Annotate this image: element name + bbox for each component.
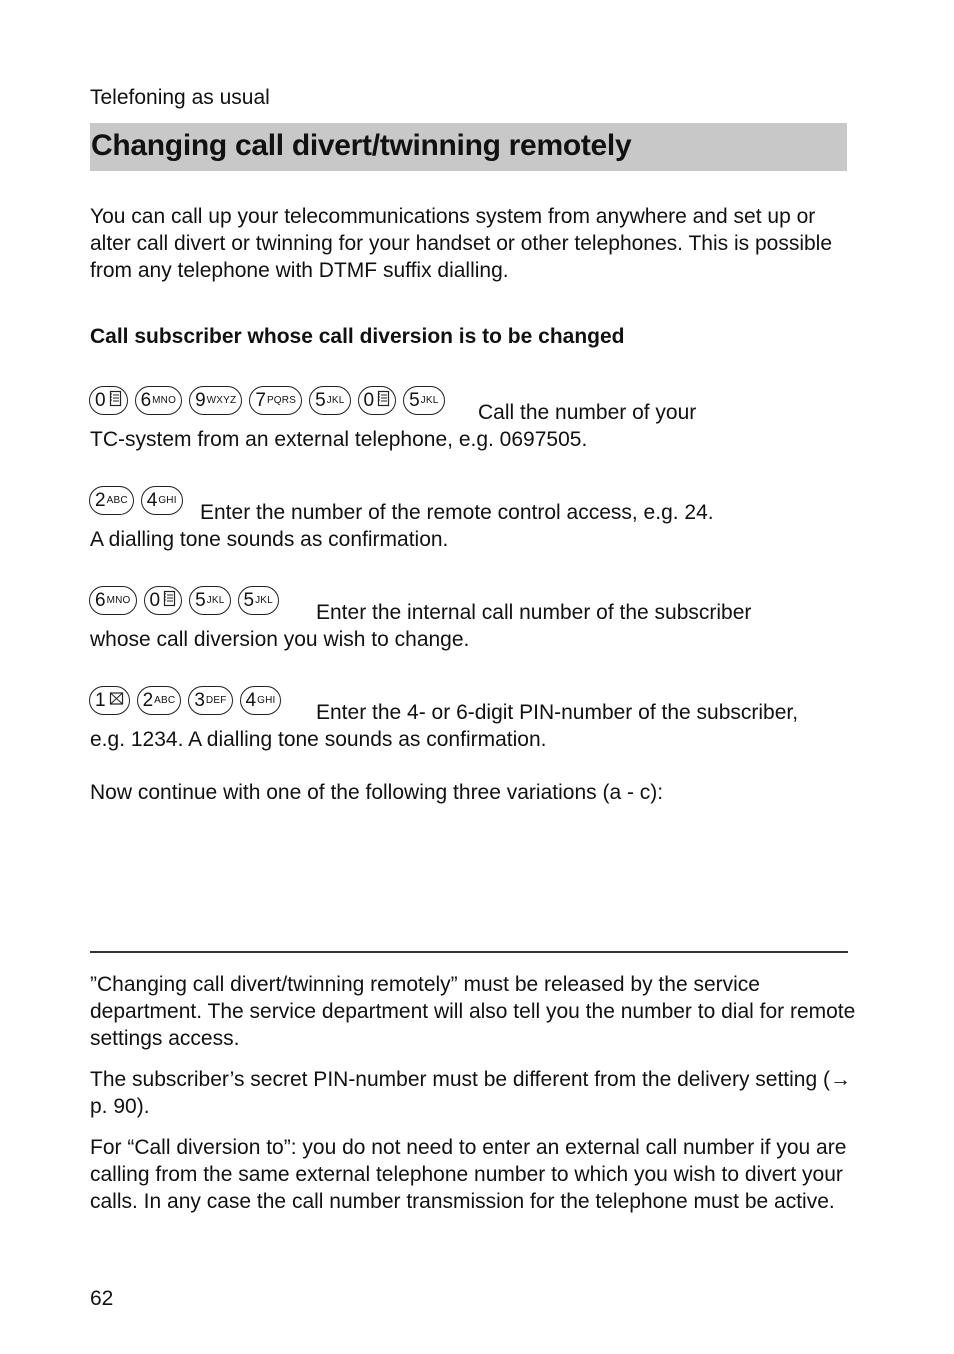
page-title: Changing call divert/twinning remotely	[91, 129, 632, 162]
key-digit: 5	[195, 590, 206, 611]
key-digit: 5	[315, 390, 326, 411]
key-digit: 0	[149, 590, 161, 611]
step-1-text: Call the number of your	[478, 401, 697, 424]
page-number: 62	[90, 1287, 114, 1310]
key-digit: 6	[95, 590, 106, 611]
key-letters: ABC	[154, 695, 176, 706]
step-4-text-cont: e.g. 1234. A dialling tone sounds as confirmation.	[90, 728, 547, 751]
key-digit: 1	[95, 690, 106, 711]
key-4	[240, 686, 282, 715]
key-digit: 0	[95, 390, 106, 411]
key-digit: 5	[409, 390, 420, 411]
step-4-text: Enter the 4- or 6-digit PIN-number of the subscriber,	[316, 701, 799, 724]
key-9	[189, 386, 242, 415]
key-6	[89, 586, 137, 615]
key-digit: 9	[195, 390, 206, 411]
title-bar	[90, 123, 847, 171]
step-1-text-cont: TC-system from an external telephone, e.g. 0697505.	[90, 428, 588, 451]
step-3-text: Enter the internal call number of the subscriber	[316, 601, 752, 624]
keypad-sequence-1	[89, 386, 445, 415]
key-letters: JKL	[206, 595, 225, 606]
note-2: The subscriber’s secret PIN-number must be different from the delivery setting (→ p. 90).	[90, 1068, 851, 1118]
section-label: Telefoning as usual	[90, 86, 270, 109]
key-1	[89, 686, 130, 715]
envelope-icon	[109, 691, 124, 711]
key-2	[137, 686, 182, 715]
continue-text: Now continue with one of the following three variations (a - c):	[90, 781, 664, 804]
keypad-sequence-4	[89, 686, 281, 715]
key-letters: MNO	[152, 395, 177, 406]
key-5	[189, 586, 230, 615]
phonebook-icon	[163, 590, 176, 612]
key-6	[135, 386, 183, 415]
subheading: Call subscriber whose call diversion is to be changed	[90, 325, 625, 348]
key-digit: 0	[363, 390, 375, 411]
key-digit: 7	[255, 390, 266, 411]
key-digit: 2	[142, 690, 154, 711]
key-2	[89, 486, 134, 515]
key-letters: MNO	[106, 595, 131, 606]
key-letters: ABC	[106, 495, 128, 506]
keypad-sequence-3	[89, 586, 279, 615]
key-letters: PQRS	[266, 395, 297, 406]
divider	[90, 951, 848, 953]
note-1: ”Changing call divert/twinning remotely” must be released by the service department. The service department will also tell you the number to dial for remote settings access.	[90, 973, 856, 1050]
note-3: For “Call diversion to”: you do not need to enter an external call number if you are calling from the same external telephone number to which you wish to divert your calls. In any case the call number transmission for the telephone must be active.	[90, 1136, 847, 1213]
key-0	[144, 586, 183, 615]
step-2-text: Enter the number of the remote control access, e.g. 24.	[200, 501, 714, 524]
key-5	[309, 386, 350, 415]
key-7	[249, 386, 302, 415]
key-digit: 3	[194, 690, 205, 711]
key-0	[358, 386, 397, 415]
key-0	[89, 386, 128, 415]
key-5	[238, 586, 279, 615]
phonebook-icon	[109, 390, 122, 412]
key-digit: 5	[243, 590, 255, 611]
key-letters: JKL	[326, 395, 345, 406]
key-digit: 4	[245, 690, 257, 711]
key-letters: DEF	[205, 695, 227, 706]
key-letters: JKL	[420, 395, 439, 406]
key-letters: GHI	[158, 495, 177, 506]
phonebook-icon	[377, 390, 390, 412]
keypad-sequence-2	[89, 486, 183, 515]
key-4	[141, 486, 183, 515]
key-5	[403, 386, 444, 415]
key-letters: GHI	[257, 695, 276, 706]
intro-paragraph: You can call up your telecommunications system from anywhere and set up or alter call divert or twinning for your handset or other telephones. This is possible from any telephone with DTMF suffix dialling.	[90, 205, 833, 282]
key-letters: JKL	[255, 595, 273, 606]
step-3-text-cont: whose call diversion you wish to change.	[90, 628, 470, 651]
key-digit: 2	[95, 490, 106, 511]
key-digit: 6	[140, 390, 152, 411]
key-3	[188, 686, 232, 715]
key-letters: WXYZ	[206, 395, 237, 406]
step-2-text-cont: A dialling tone sounds as confirmation.	[90, 528, 449, 551]
key-digit: 4	[146, 490, 158, 511]
